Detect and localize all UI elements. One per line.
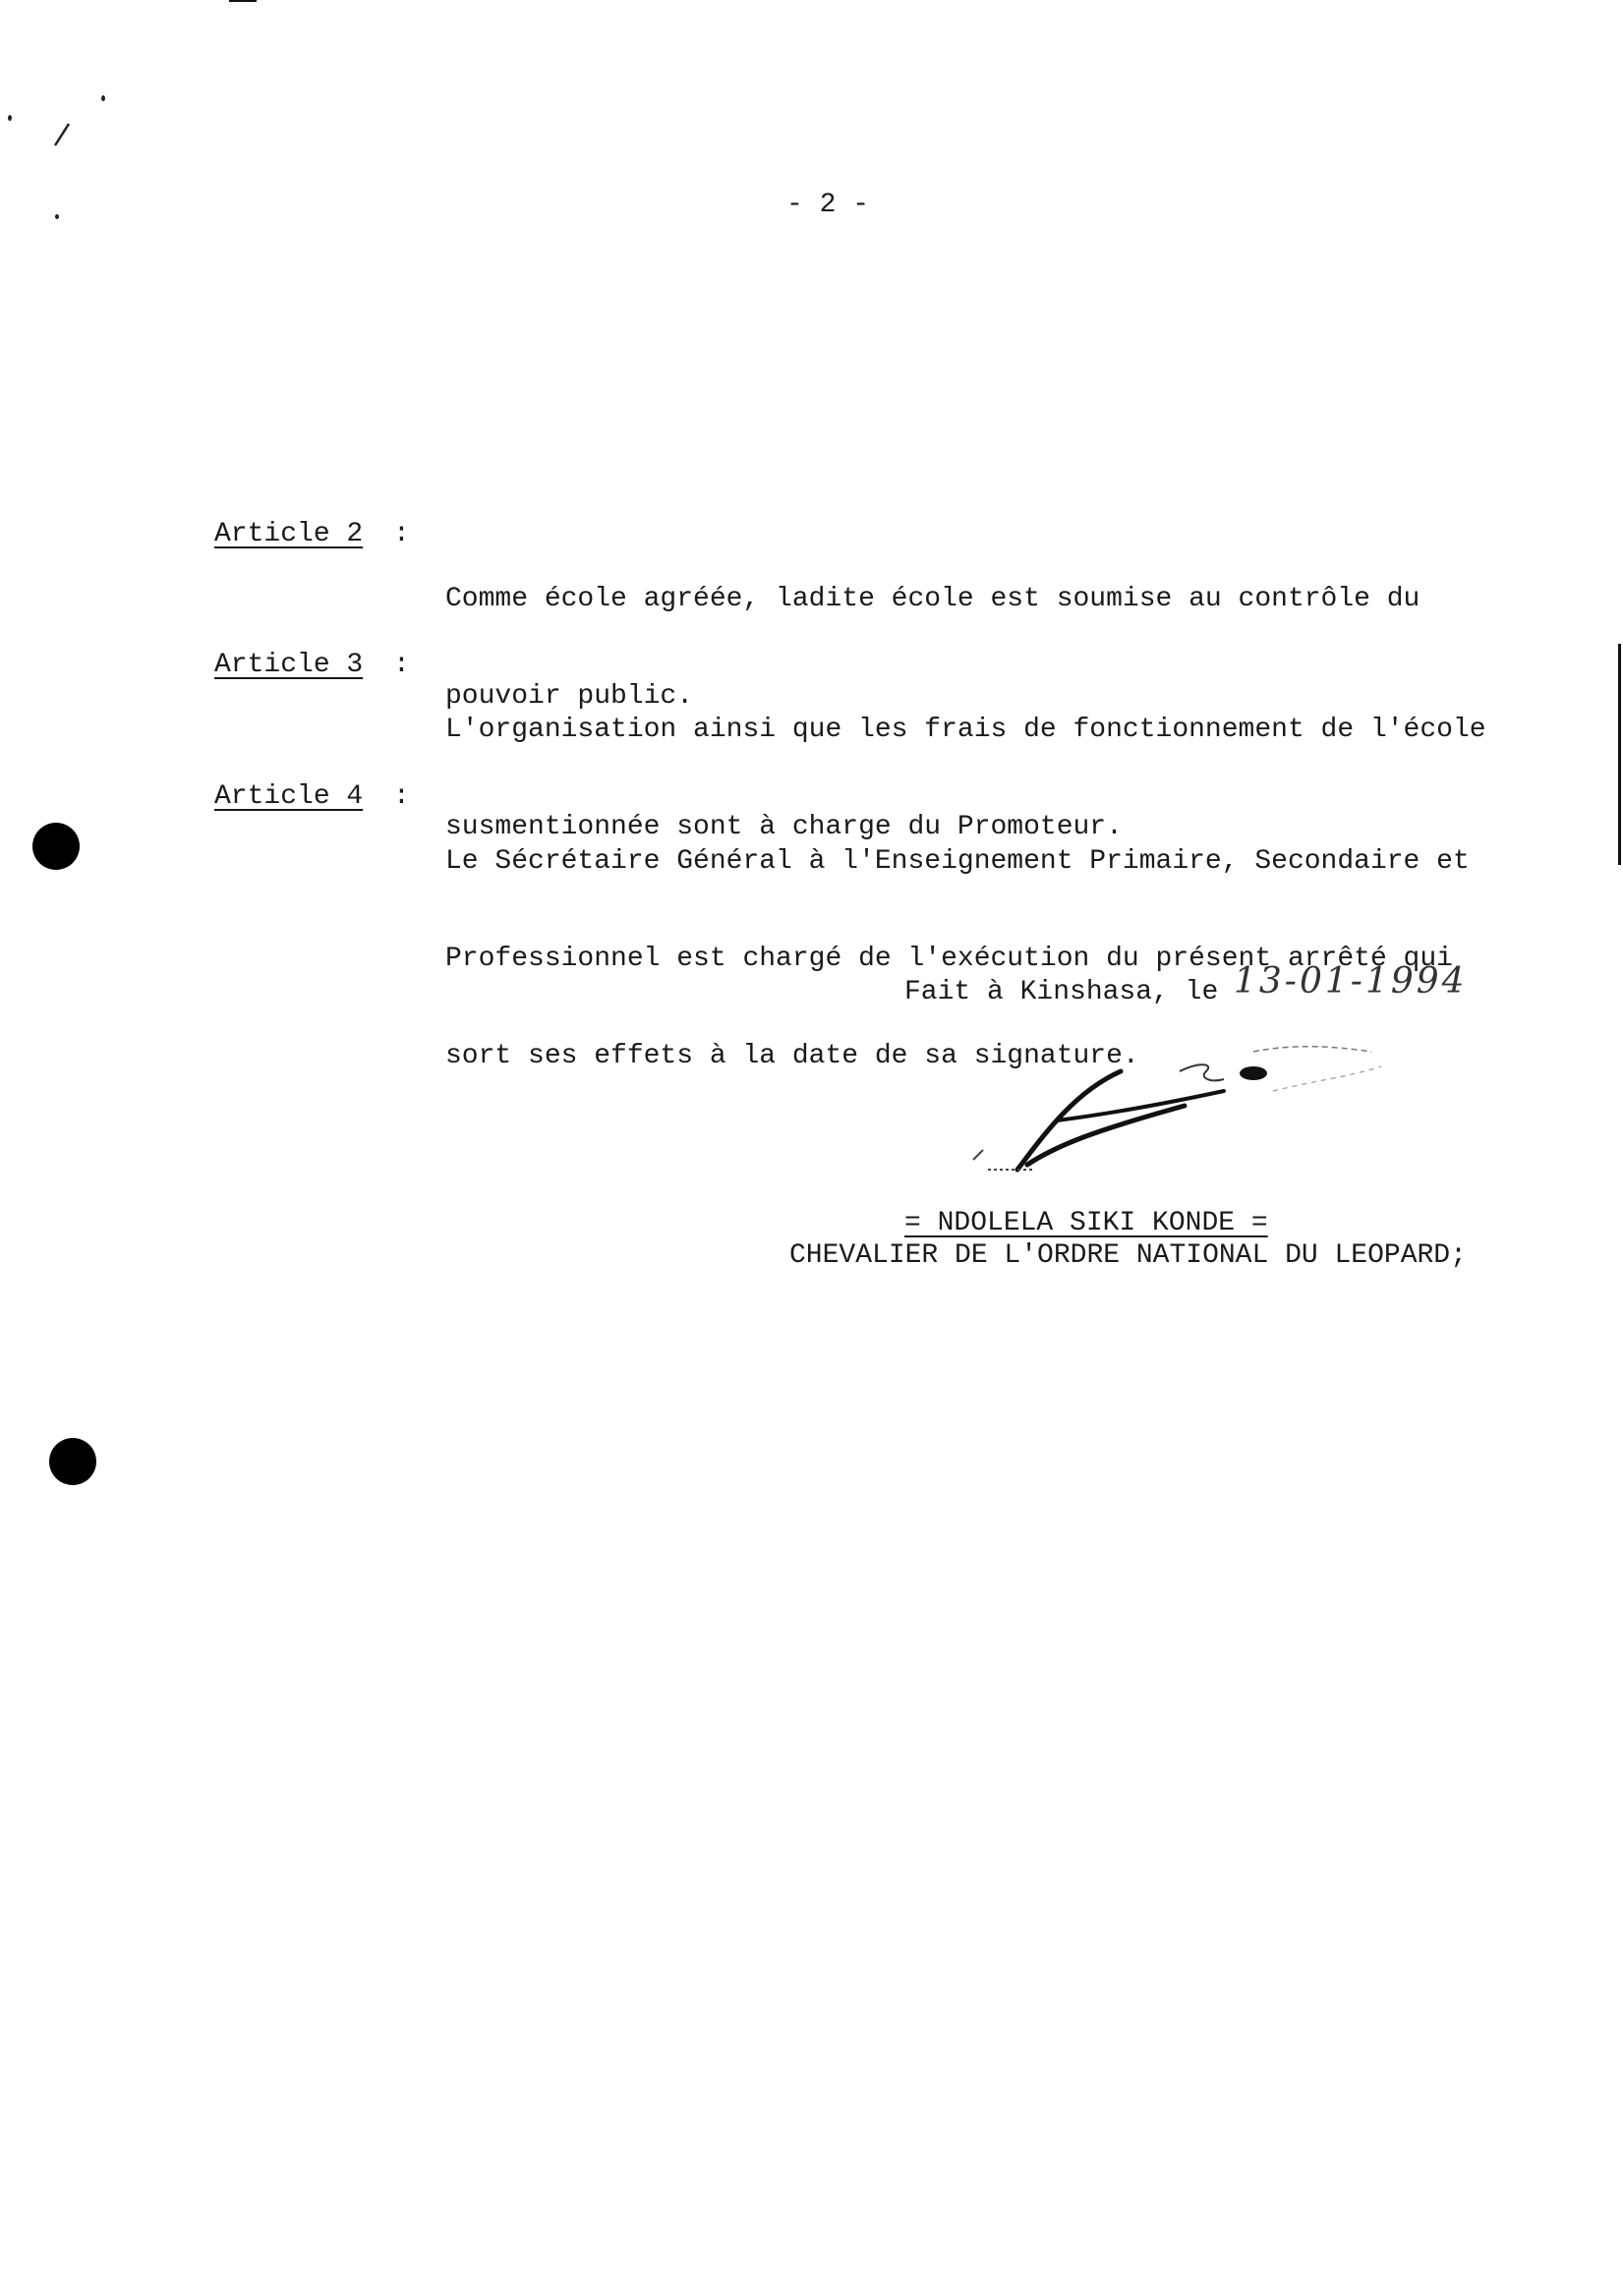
article-line: susmentionnée sont à charge du Promoteur. (445, 812, 1123, 842)
scan-edge-mark (229, 0, 257, 2)
article-line: pouvoir public. (445, 681, 694, 712)
article-label: Article 3 (214, 650, 364, 680)
punch-hole (32, 823, 80, 870)
signatory-title: CHEVALIER DE L'ORDRE NATIONAL DU LEOPARD; (789, 1240, 1467, 1271)
article-label: Article 4 (214, 781, 364, 812)
place-and-date: Fait à Kinshasa, le (904, 977, 1219, 1007)
page-number: - 2 - (786, 190, 870, 220)
article-line: L'organisation ainsi que les frais de fonctionnement de l'école (445, 715, 1486, 745)
article-colon: : (393, 519, 410, 549)
scan-speck (55, 214, 59, 219)
handwritten-date: 13-01-1994 (1234, 961, 1468, 1002)
article-colon: : (393, 650, 410, 680)
signature-image (958, 1022, 1450, 1179)
article-line: Comme école agréée, ladite école est soumise au contrôle du (445, 584, 1420, 614)
article-label: Article 2 (214, 519, 364, 549)
article-line: Professionnel est chargé de l'exécution du présent arrêté qui (445, 944, 1453, 974)
article-line: Le Sécrétaire Général à l'Enseignement Primaire, Secondaire et (445, 846, 1470, 877)
punch-hole (49, 1438, 96, 1485)
article-line: sort ses effets à la date de sa signature. (445, 1041, 1139, 1071)
article-colon: : (393, 781, 410, 812)
signatory-name: = NDOLELA SIKI KONDE = (904, 1208, 1268, 1238)
scan-stroke (51, 118, 75, 149)
scan-speck (101, 95, 105, 101)
scan-edge-mark (1618, 644, 1621, 865)
scan-speck (8, 115, 12, 121)
